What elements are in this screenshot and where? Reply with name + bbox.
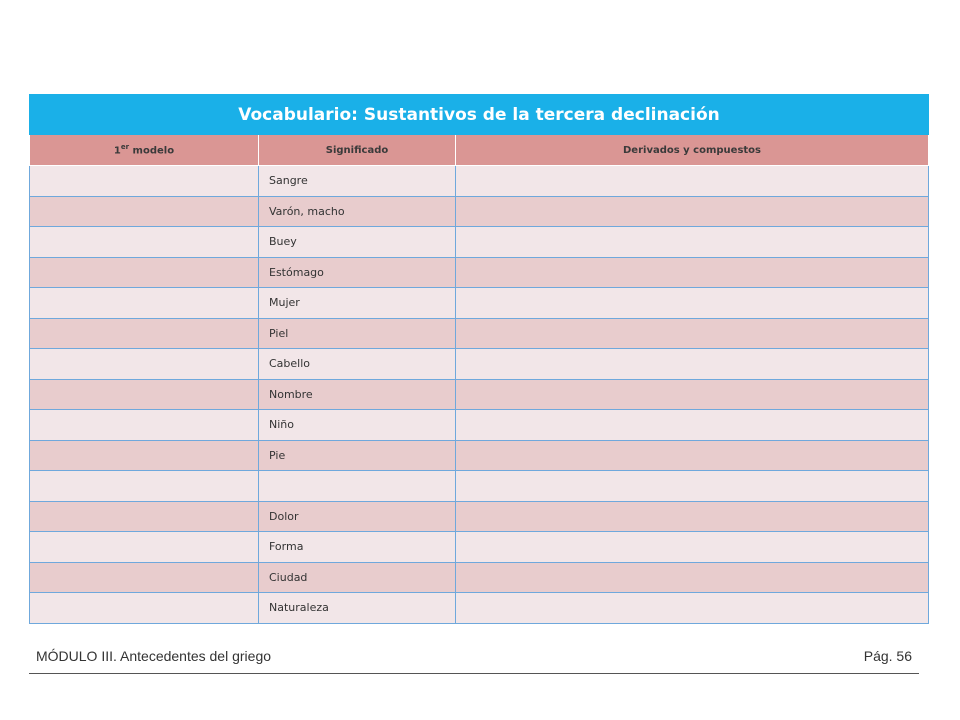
cell-modelo bbox=[30, 532, 259, 563]
table-row bbox=[30, 318, 929, 349]
column-header-significado: Significado bbox=[259, 135, 456, 166]
cell-derivados bbox=[456, 257, 929, 288]
cell-derivados bbox=[456, 288, 929, 319]
table-row bbox=[30, 257, 929, 288]
table-row bbox=[30, 196, 929, 227]
cell-significado: Mujer bbox=[259, 288, 456, 319]
table-row bbox=[30, 532, 929, 563]
cell-modelo bbox=[30, 196, 259, 227]
cell-modelo bbox=[30, 410, 259, 441]
cell-significado: Ciudad bbox=[259, 562, 456, 593]
table-row bbox=[30, 471, 929, 502]
footer-module-title: MÓDULO III. Antecedentes del griego bbox=[36, 648, 272, 664]
cell-significado: Sangre bbox=[259, 166, 456, 197]
cell-significado: Buey bbox=[259, 227, 456, 258]
cell-significado: Piel bbox=[259, 318, 456, 349]
vocabulary-table bbox=[29, 94, 929, 624]
cell-derivados bbox=[456, 318, 929, 349]
cell-derivados bbox=[456, 166, 929, 197]
table-row bbox=[30, 410, 929, 441]
table-row bbox=[30, 593, 929, 624]
cell-significado: Forma bbox=[259, 532, 456, 563]
cell-derivados bbox=[456, 410, 929, 441]
cell-modelo bbox=[30, 593, 259, 624]
cell-significado bbox=[259, 471, 456, 502]
table-title: Vocabulario: Sustantivos de la tercera declinación bbox=[30, 95, 929, 135]
cell-significado: Naturaleza bbox=[259, 593, 456, 624]
cell-derivados bbox=[456, 471, 929, 502]
table-row bbox=[30, 379, 929, 410]
cell-modelo bbox=[30, 562, 259, 593]
table-row bbox=[30, 349, 929, 380]
cell-significado: Dolor bbox=[259, 501, 456, 532]
cell-significado: Nombre bbox=[259, 379, 456, 410]
cell-modelo bbox=[30, 471, 259, 502]
cell-significado: Estómago bbox=[259, 257, 456, 288]
table-row bbox=[30, 166, 929, 197]
cell-derivados bbox=[456, 349, 929, 380]
cell-modelo bbox=[30, 440, 259, 471]
cell-modelo bbox=[30, 318, 259, 349]
table-header-row bbox=[30, 135, 929, 166]
cell-significado: Pie bbox=[259, 440, 456, 471]
cell-derivados bbox=[456, 196, 929, 227]
column-header-derivados: Derivados y compuestos bbox=[456, 135, 929, 166]
footer-divider bbox=[29, 673, 919, 674]
column-header-modelo: 1er modelo bbox=[30, 135, 259, 166]
footer-page-number: Pág. 56 bbox=[863, 648, 912, 664]
cell-modelo bbox=[30, 288, 259, 319]
table-row bbox=[30, 562, 929, 593]
cell-derivados bbox=[456, 593, 929, 624]
cell-derivados bbox=[456, 379, 929, 410]
table-row bbox=[30, 288, 929, 319]
cell-modelo bbox=[30, 257, 259, 288]
cell-modelo bbox=[30, 349, 259, 380]
cell-modelo bbox=[30, 166, 259, 197]
cell-derivados bbox=[456, 501, 929, 532]
cell-significado: Cabello bbox=[259, 349, 456, 380]
cell-modelo bbox=[30, 379, 259, 410]
table-row bbox=[30, 501, 929, 532]
cell-significado: Niño bbox=[259, 410, 456, 441]
cell-modelo bbox=[30, 501, 259, 532]
cell-derivados bbox=[456, 532, 929, 563]
table-row bbox=[30, 227, 929, 258]
cell-derivados bbox=[456, 227, 929, 258]
table-row bbox=[30, 440, 929, 471]
cell-derivados bbox=[456, 562, 929, 593]
cell-derivados bbox=[456, 440, 929, 471]
cell-modelo bbox=[30, 227, 259, 258]
cell-significado: Varón, macho bbox=[259, 196, 456, 227]
